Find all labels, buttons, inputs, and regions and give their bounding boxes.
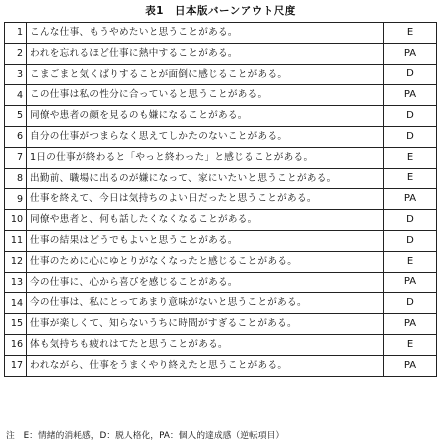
item-number: 6	[5, 126, 27, 147]
item-category: E	[384, 251, 437, 272]
item-category: PA	[384, 43, 437, 64]
item-category: D	[384, 106, 437, 127]
item-number: 3	[5, 64, 27, 85]
item-text: 仕事の結果はどうでもよいと思うことがある。	[27, 230, 384, 251]
item-category: D	[384, 230, 437, 251]
table-row	[5, 334, 437, 355]
item-category: PA	[384, 85, 437, 106]
table-row	[5, 126, 437, 147]
table-title: 表1 日本版バーンアウト尺度	[145, 5, 296, 17]
item-text: こまごまと気くばりすることが面倒に感じることがある。	[27, 64, 384, 85]
table-row	[5, 168, 437, 189]
item-number: 13	[5, 272, 27, 293]
table-body	[5, 23, 437, 377]
item-text: 同僚や患者の顔を見るのも嫌になることがある。	[27, 106, 384, 127]
table-row	[5, 314, 437, 335]
table-row	[5, 106, 437, 127]
item-text: 出勤前、職場に出るのが嫌になって、家にいたいと思うことがある。	[27, 168, 384, 189]
item-number: 7	[5, 147, 27, 168]
item-text: 仕事が楽しくて、知らないうちに時間がすぎることがある。	[27, 314, 384, 335]
item-category: E	[384, 23, 437, 44]
item-category: D	[384, 293, 437, 314]
item-number: 15	[5, 314, 27, 335]
item-category: E	[384, 147, 437, 168]
item-number: 4	[5, 85, 27, 106]
item-number: 9	[5, 189, 27, 210]
item-number: 14	[5, 293, 27, 314]
item-text: 仕事のために心にゆとりがなくなったと感じることがある。	[27, 251, 384, 272]
table-row	[5, 293, 437, 314]
item-text: 自分の仕事がつまらなく思えてしかたのないことがある。	[27, 126, 384, 147]
item-text: 体も気持ちも疲れはてたと思うことがある。	[27, 334, 384, 355]
item-text: 今の仕事に、心から喜びを感じることがある。	[27, 272, 384, 293]
item-text: 同僚や患者と、何も話したくなくなることがある。	[27, 210, 384, 231]
item-number: 10	[5, 210, 27, 231]
item-number: 11	[5, 230, 27, 251]
item-category: D	[384, 126, 437, 147]
item-category: D	[384, 210, 437, 231]
table-row	[5, 251, 437, 272]
item-text: この仕事は私の性分に合っていると思うことがある。	[27, 85, 384, 106]
item-category: PA	[384, 272, 437, 293]
item-text: 1日の仕事が終わると「やっと終わった」と感じることがある。	[27, 147, 384, 168]
item-category: PA	[384, 314, 437, 335]
item-category: E	[384, 334, 437, 355]
table-note: 注 E：情緒的消耗感，D：脱人格化，PA：個人的達成感（逆転項目）	[6, 431, 285, 441]
item-category: E	[384, 168, 437, 189]
item-number: 1	[5, 23, 27, 44]
item-number: 17	[5, 355, 27, 376]
item-number: 12	[5, 251, 27, 272]
item-text: 今の仕事は、私にとってあまり意味がないと思うことがある。	[27, 293, 384, 314]
table-row	[5, 43, 437, 64]
table-row	[5, 64, 437, 85]
table-row	[5, 272, 437, 293]
item-number: 5	[5, 106, 27, 127]
item-text: われながら、仕事をうまくやり終えたと思うことがある。	[27, 355, 384, 376]
item-number: 16	[5, 334, 27, 355]
item-text: 仕事を終えて、今日は気持ちのよい日だったと思うことがある。	[27, 189, 384, 210]
item-text: こんな仕事、もうやめたいと思うことがある。	[27, 23, 384, 44]
item-text: われを忘れるほど仕事に熱中することがある。	[27, 43, 384, 64]
table-row	[5, 189, 437, 210]
item-number: 2	[5, 43, 27, 64]
item-category: D	[384, 64, 437, 85]
item-number: 8	[5, 168, 27, 189]
item-category: PA	[384, 355, 437, 376]
table-row	[5, 85, 437, 106]
table-row	[5, 147, 437, 168]
item-category: PA	[384, 189, 437, 210]
table-row	[5, 355, 437, 376]
table-row	[5, 23, 437, 44]
table-row	[5, 210, 437, 231]
burnout-scale-table	[4, 22, 437, 377]
table-row	[5, 230, 437, 251]
